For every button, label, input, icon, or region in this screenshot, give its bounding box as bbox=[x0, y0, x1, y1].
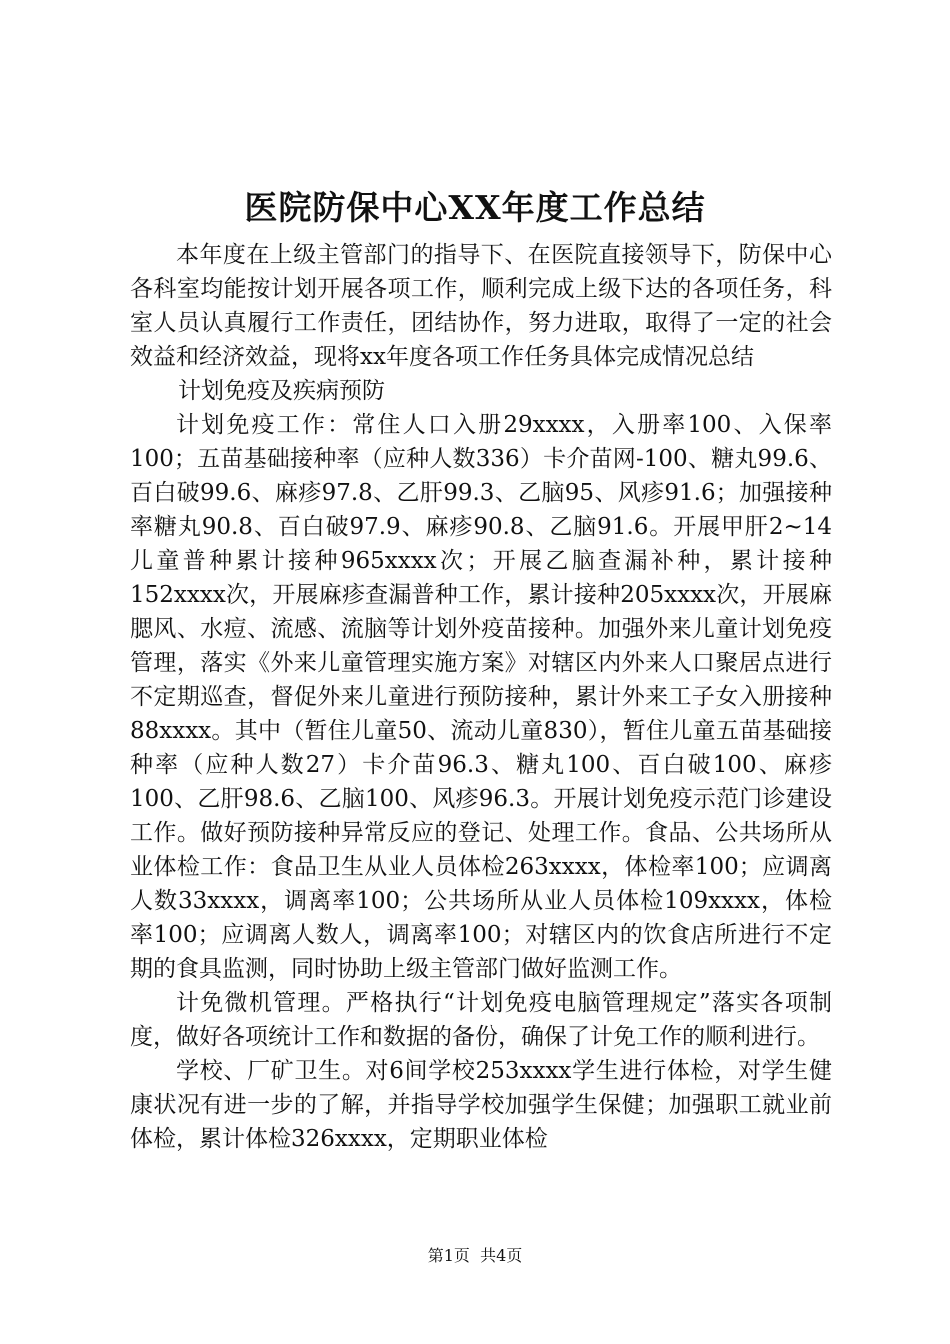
school-factory-paragraph: 学校、厂矿卫生。对6间学校253xxxx学生进行体检，对学生健康状况有进一步的了解，并指导学校加强学生保健；加强职工就业前体检，累计体检326xxxx，定期职业体检 bbox=[130, 1058, 832, 1152]
intro-paragraph: 本年度在上级主管部门的指导下、在医院直接领导下，防保中心各科室均能按计划开展各项工作，顺利完成上级下达的各项任务，科室人员认真履行工作责任，团结协作，努力进取，取得了一定的社会效益和经济效益，现将xx年度各项工作任务具体完成情况总结 bbox=[130, 242, 832, 370]
computer-management-paragraph: 计免微机管理。严格执行“计划免疫电脑管理规定”落实各项制度，做好各项统计工作和数据的备份，确保了计免工作的顺利进行。 bbox=[130, 990, 832, 1050]
section-heading: 计划免疫及疾病预防 bbox=[178, 378, 385, 404]
document-body bbox=[130, 238, 832, 1156]
page-number: 第1页 bbox=[427, 1246, 470, 1265]
page-footer bbox=[0, 1245, 950, 1267]
document-title: 医院防保中心XX年度工作总结 bbox=[244, 188, 706, 227]
immunization-paragraph: 计划免疫工作：常住人口入册29xxxx，入册率100、入保率100；五苗基础接种率（应种人数336）卡介苗网-100、糖丸99.6、百白破99.6、麻疹97.8、乙肝99.3、乙脑95、风疹91.6；加强接种率糖丸90.8、百白破97.9、麻疹90.8、乙脑91.6。开展甲肝2~14儿童普种累计接种965xxxx次；开展乙脑查漏补种，累计接种152xxxx次，开展麻疹查漏普种工作，累计接种205xxxx次，开展麻腮风、水痘、流感、流脑等计划外疫苗接种。加强外来儿童计划免疫管理，落实《外来儿童管理实施方案》对辖区内外来人口聚居点进行不定期巡查，督促外来儿童进行预防接种，累计外来工子女入册接种88xxxx。其中（暂住儿童50、流动儿童830），暂住儿童五苗基础接种率（应种人数27）卡介苗96.3、糖丸100、百白破100、麻疹100、乙肝98.6、乙脑100、风疹96.3。开展计划免疫示范门诊建设工作。做好预防接种异常反应的登记、处理工作。食品、公共场所从业体检工作：食品卫生从业人员体检263xxxx，体检率100；应调离人数33xxxx，调离率100；公共场所从业人员体检109xxxx，体检率100；应调离人数人，调离率100；对辖区内的饮食店所进行不定期的食具监测，同时协助上级主管部门做好监测工作。 bbox=[130, 412, 832, 982]
page-total: 共4页 bbox=[480, 1246, 523, 1265]
